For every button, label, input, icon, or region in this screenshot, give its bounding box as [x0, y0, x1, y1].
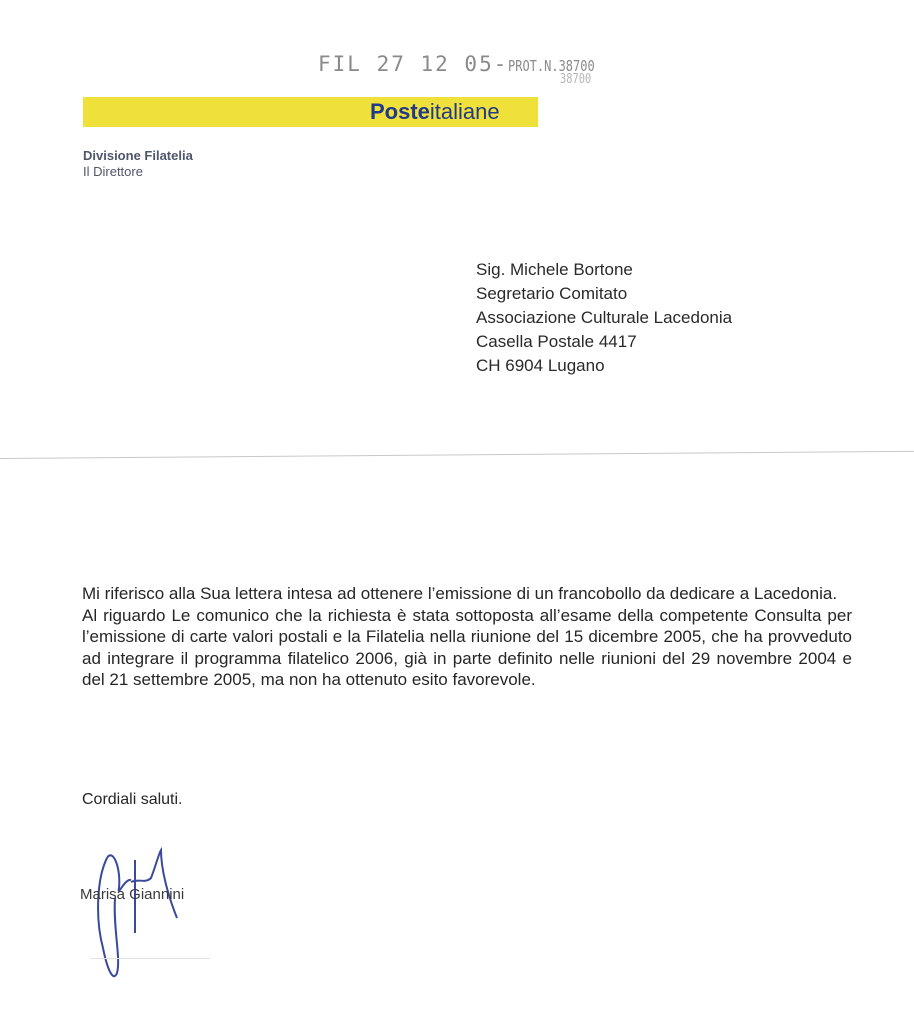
fold-line	[0, 451, 914, 459]
closing-greeting: Cordiali saluti.	[82, 791, 183, 808]
logo-bold: Poste	[370, 99, 430, 124]
sender-role: Il Direttore	[83, 164, 143, 179]
body-paragraph: Al riguardo Le comunico che la richiesta è stata sottoposta all’esame della competente Consulta per l’emissione di carte valori postali e la Filatelia nella riunione del 15 dicembre 2005, che ha provveduto ad integrare il programma filatelico 2006, già in parte definito nelle riunioni del 29 novembre 2004 e del 21 settembre 2005, ma non ha ottenuto esito favorevole.	[82, 605, 852, 689]
poste-italiane-logo	[370, 99, 500, 125]
letter-body	[82, 583, 852, 691]
division-name: Divisione Filatelia	[83, 148, 193, 163]
stamp-date: FIL 27 12 05-	[318, 52, 509, 76]
faint-protocol-stamp: 38700	[560, 72, 592, 87]
stamp-protocol: PROT.N.38700	[508, 57, 596, 75]
address-line: Casella Postale 4417	[476, 332, 637, 351]
address-line: Associazione Culturale Lacedonia	[476, 308, 733, 327]
address-line: CH 6904 Lugano	[476, 356, 605, 375]
sender-block	[83, 148, 193, 180]
body-paragraph: Mi riferisco alla Sua lettera intesa ad ottenere l’emissione di un francobollo da dedicare a Lacedonia.	[82, 584, 838, 603]
logo-regular: italiane	[429, 99, 500, 124]
recipient-address	[476, 258, 732, 378]
signer-name: Marisa Giannini	[80, 886, 185, 903]
address-line: Segretario Comitato	[476, 284, 628, 303]
address-line: Sig. Michele Bortone	[476, 260, 633, 279]
handwritten-signature	[95, 838, 205, 988]
scan-artifact-line	[90, 958, 210, 959]
